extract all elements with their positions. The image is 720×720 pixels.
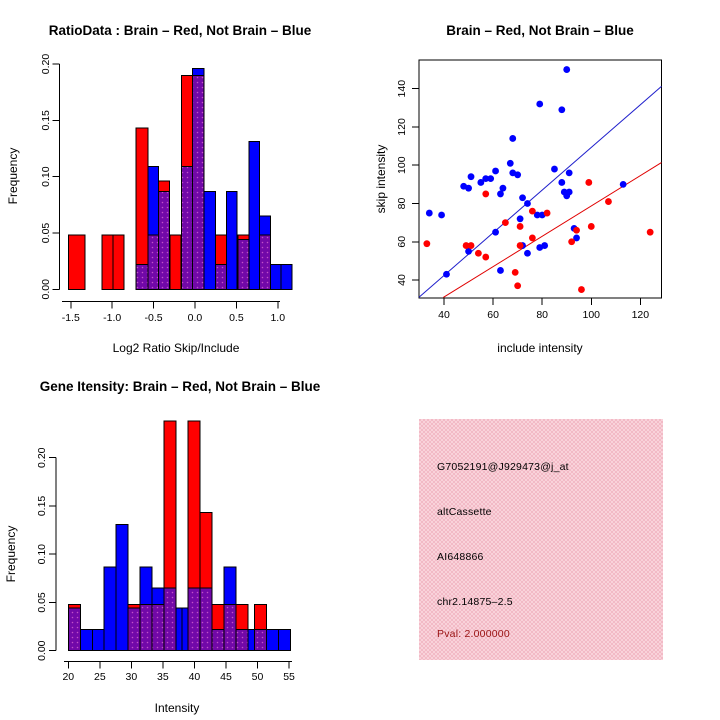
x-tick-label: 60 <box>487 309 499 321</box>
histogram-bar-red <box>216 235 227 264</box>
y-axis-label: skip intensity <box>374 144 388 214</box>
histogram-bar-overlap <box>254 629 266 650</box>
histogram-bar-blue <box>249 142 260 290</box>
histogram-bar-overlap <box>260 235 271 289</box>
histogram-bar-overlap <box>68 608 80 650</box>
scatter-point-red <box>475 250 482 257</box>
histogram-bar-overlap <box>140 604 152 650</box>
scatter-point-red <box>578 286 585 293</box>
probe-id-text: G7052191@J929473@j_at <box>437 461 569 473</box>
histogram-bar-overlap <box>164 588 176 651</box>
histogram-bar-blue <box>80 629 92 650</box>
scatter-point-blue <box>524 250 531 257</box>
scatter-point-blue <box>497 191 504 198</box>
scatter-point-red <box>588 223 595 230</box>
x-tick-label: 45 <box>220 671 232 683</box>
scatter-point-blue <box>492 168 499 175</box>
y-tick-label: 0.00 <box>35 640 48 661</box>
fit-line-brain-fit <box>443 163 661 298</box>
scatter-point-blue <box>551 166 558 173</box>
chart-title: RatioData : Brain – Red, Not Brain – Blue <box>48 23 312 38</box>
histogram-bar-blue <box>224 567 236 605</box>
fit-line-not-brain-fit <box>419 86 661 297</box>
accession-text: AI648866 <box>437 551 484 563</box>
y-tick-label: 0.10 <box>39 166 52 187</box>
scatter-point-red <box>502 219 509 226</box>
histogram-bar-overlap <box>182 167 193 290</box>
x-tick-label: 30 <box>125 671 138 683</box>
y-axis-label: Frequency <box>6 147 20 205</box>
histogram-bar-red <box>164 421 176 588</box>
y-tick-label: 0.20 <box>35 447 48 468</box>
scatter-point-blue <box>566 189 573 196</box>
scatter-point-red <box>529 208 536 215</box>
plot-box <box>419 60 662 298</box>
x-tick-label: 40 <box>188 671 201 683</box>
histogram-bar-overlap <box>128 608 140 650</box>
histogram-bar-overlap <box>192 75 204 289</box>
intensity-scatter-panel <box>360 0 720 360</box>
scatter-point-blue <box>477 179 484 186</box>
y-tick-label: 120 <box>395 118 408 136</box>
histogram-bar-red <box>128 604 140 608</box>
histogram-bar-overlap <box>188 588 200 651</box>
scatter-point-blue <box>507 160 514 167</box>
x-tick-label: 25 <box>93 671 106 683</box>
pval-text: Pval: 2.000000 <box>437 628 510 640</box>
scatter-point-red <box>568 238 575 245</box>
histogram-bar-blue <box>270 265 281 290</box>
histogram-bar-blue <box>260 216 271 235</box>
x-tick-label: 100 <box>582 309 601 321</box>
x-tick-label: 0.0 <box>187 312 203 324</box>
x-tick-label: 80 <box>536 309 549 321</box>
x-tick-label: 120 <box>631 309 650 321</box>
scatter-point-blue <box>524 200 531 207</box>
histogram-bar-red <box>182 75 193 166</box>
histogram-bar-blue <box>192 69 204 76</box>
histogram-bar-blue <box>140 567 152 605</box>
histogram-bar-red <box>136 128 148 264</box>
scatter-point-blue <box>497 267 504 274</box>
histogram-bar-red <box>68 604 80 608</box>
scatter-point-red <box>647 229 654 236</box>
scatter-point-blue <box>514 171 521 178</box>
scatter-point-blue <box>509 135 516 142</box>
scatter-point-blue <box>541 242 548 249</box>
scatter-point-blue <box>558 106 565 113</box>
scatter-point-blue <box>487 175 494 182</box>
histogram-bar-red <box>159 181 170 191</box>
x-tick-label: 0.5 <box>229 312 244 324</box>
histogram-bar-blue <box>176 608 182 650</box>
y-tick-label: 0.00 <box>39 279 52 300</box>
y-tick-label: 0.05 <box>39 222 52 244</box>
x-tick-label: 50 <box>251 671 264 683</box>
histogram-bar-red <box>254 604 266 629</box>
histogram-bar-blue <box>104 567 116 651</box>
histogram-bar-red <box>212 604 224 629</box>
x-tick-label: 1.0 <box>270 312 286 324</box>
histogram-bar-red <box>170 235 181 289</box>
histogram-bar-overlap <box>152 604 164 650</box>
scatter-point-blue <box>443 271 450 278</box>
chromosome-location-text: chr2.14875–2.5 <box>437 596 513 608</box>
histogram-bar-overlap <box>224 604 236 650</box>
y-tick-label: 40 <box>395 274 408 286</box>
histogram-bar-blue <box>204 191 216 289</box>
histogram-bar-red <box>68 235 85 289</box>
histogram-bar-red <box>236 604 248 629</box>
histogram-bar-overlap <box>200 588 212 651</box>
histogram-bar-blue <box>148 167 159 236</box>
y-tick-label: 0.20 <box>39 53 52 75</box>
scatter-point-red <box>482 191 489 198</box>
scatter-point-red <box>605 198 612 205</box>
scatter-point-red <box>585 179 592 186</box>
x-tick-label: 55 <box>283 671 295 683</box>
histogram-bar-red <box>238 235 249 240</box>
scatter-point-blue <box>517 215 524 222</box>
x-axis-label: Intensity <box>154 701 200 715</box>
histogram-bar-red <box>188 421 200 588</box>
scatter-point-blue <box>563 66 570 73</box>
y-tick-label: 140 <box>395 79 408 98</box>
histogram-bar-overlap <box>216 265 227 290</box>
splice-event-type-text: altCassette <box>437 506 492 518</box>
scatter-point-red <box>573 227 580 234</box>
y-tick-label: 0.10 <box>35 543 48 565</box>
histogram-bar-red <box>102 235 113 289</box>
histogram-bar-blue <box>226 191 237 289</box>
histogram-bar-blue <box>278 629 290 650</box>
scatter-point-blue <box>468 173 475 180</box>
y-tick-label: 100 <box>395 156 408 174</box>
histogram-bar-blue <box>182 608 188 650</box>
ratio-histogram-panel <box>0 0 360 360</box>
scatter-point-red <box>423 240 430 247</box>
gene-info-panel <box>419 419 663 660</box>
histogram-bar-blue <box>266 629 278 650</box>
scatter-point-blue <box>492 229 499 236</box>
x-axis-label: Log2 Ratio Skip/Include <box>112 341 240 355</box>
y-tick-label: 60 <box>395 235 408 248</box>
histogram-bar-blue <box>152 588 164 604</box>
x-tick-label: -0.5 <box>144 312 163 324</box>
scatter-point-blue <box>519 194 526 201</box>
gene-intensity-histogram-panel <box>0 360 360 720</box>
histogram-bar-overlap <box>236 629 248 650</box>
histogram-bar-red <box>200 513 212 588</box>
scatter-point-blue <box>536 101 543 108</box>
scatter-point-red <box>529 235 536 242</box>
histogram-bar-overlap <box>238 240 249 290</box>
histogram-bar-red <box>113 235 124 289</box>
histogram-bar-blue <box>116 524 128 650</box>
x-axis-label: include intensity <box>497 341 583 355</box>
chart-title: Gene Itensity: Brain – Red, Not Brain – Blue <box>39 379 321 394</box>
y-axis-label: Frequency <box>4 525 18 583</box>
scatter-point-red <box>468 242 475 249</box>
x-tick-label: 35 <box>157 671 169 683</box>
y-tick-label: 0.15 <box>35 495 48 517</box>
scatter-point-red <box>517 223 524 230</box>
chart-title: Brain – Red, Not Brain – Blue <box>446 23 634 38</box>
scatter-point-blue <box>558 179 565 186</box>
x-tick-label: 20 <box>62 671 75 683</box>
scatter-point-red <box>514 282 521 289</box>
y-tick-label: 0.15 <box>39 110 52 131</box>
histogram-bar-blue <box>92 629 104 650</box>
x-tick-label: -1.5 <box>61 312 80 324</box>
histogram-bar-overlap <box>148 235 159 289</box>
histogram-bar-blue <box>281 265 292 290</box>
x-tick-label: -1.0 <box>103 312 122 324</box>
scatter-point-blue <box>438 212 445 219</box>
x-tick-label: 40 <box>438 309 450 321</box>
y-tick-label: 80 <box>395 197 408 210</box>
scatter-point-blue <box>465 185 472 192</box>
scatter-point-blue <box>620 181 627 188</box>
scatter-point-red <box>512 269 519 276</box>
scatter-point-blue <box>566 169 573 176</box>
histogram-bar-blue <box>248 629 254 650</box>
histogram-bar-overlap <box>136 265 148 290</box>
scatter-point-red <box>517 242 524 249</box>
histogram-bar-overlap <box>159 191 170 289</box>
histogram-bar-overlap <box>212 629 224 650</box>
scatter-point-blue <box>426 210 433 217</box>
scatter-point-red <box>544 210 551 217</box>
y-tick-label: 0.05 <box>35 592 48 613</box>
scatter-point-red <box>482 254 489 261</box>
